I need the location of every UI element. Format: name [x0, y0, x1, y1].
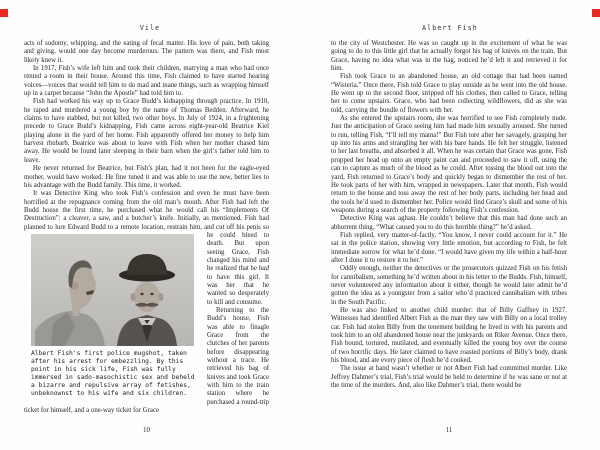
- paragraph: to the city of Westchester. He was so caught up in the excitement of what he was going to do to this little girl that he actually forgot his bag of knives on the train. But Grace, having no idea what was in the bag, noticed he’d left it and retrieved it for him.: [331, 40, 567, 73]
- paragraph-text: It was Detective King who took Fish’s confession and even he must have been horrified at the repugnance coming from the old man’s mouth. After Fish had left the Budd house the first time, he purchased what he would call his “Implements Of Destruction”: a cleaver, a saw, and a butcher’s knife. Initially, as mentioned, Fish had planned to lure Edward Budd to a remote location, restrain him, and: [24, 190, 269, 231]
- paragraph-text: to have this girl. It was her that he wanted so desperately to kill and consume.: [207, 273, 269, 306]
- paragraph: Fish replied, very matter-of-factly, “You know, I never could account for it.” He sat in the police station, showing very little emotion, but according to Fish, he felt immediate sorrow for what he’d done. “I would have given my life within a half-hour after I done it to restore it to her.”: [331, 231, 567, 264]
- page-body-left: [24, 40, 269, 415]
- paragraph: He never returned for Beatrice, but Fish’s plan, had it not been for the eagle-eyed mother, would have worked. He fine tuned it and was able to use the new, better lies to his advantage with the Budd family. This time, it worked.: [24, 165, 269, 189]
- paragraph: As she entered the upstairs room, she was horrified to see Fish completely nude. Just the anticipation of Grace seeing him had made him sexually aroused. She turned to run, telling Fish, “I’ll tell my mama!” But Fish tore after her savagely, grasping her up into his arms and strangling her with his bare hands. He felt her struggle, listened to her last breaths, and absorbed it all. When he was certain that Grace was gone, Fish propped her head up onto an empty paint can and proceeded to saw it off, using the can to capture as much of the blood as he could. After tossing the blood out into the yard, Fish returned to Grace’s body and quickly began to dismember the rest of her. He took parts of her with him, wrapped in newspapers. Later that month, Fish would return to the house and toss away the rest of her body parts, including her head and the tools he’d used to dismember her. Police would find Grace’s skull and some of his weapons during a search of the property following Fish’s confession.: [331, 115, 567, 214]
- running-head-left: Vile: [139, 24, 161, 32]
- paragraph: Returning to the Budd’s house, Fish was able to finagle Grace from the clutches of her parents before disappearing without a trace. He retrieved his bag of knives and took Grace with him to the train station where he purchased a round-trip ticket for himself, and a one-way ticket for Grace: [24, 307, 269, 415]
- paragraph: The issue at hand wasn’t whether or not Albert Fish had committed murder. Like Jeffrey Dahmer’s trial, Fish’s trial would be held to determine if he was sane or not at the time of the murders. And, also like Dahmer’s trial, there would be: [331, 365, 567, 390]
- page-number-left: 10: [143, 426, 150, 434]
- paragraph: In 1917, Fish’s wife left him and took their children, marrying a man who had once rented a room in their house. Around this time, Fish claimed to have started hearing voices—voices that would tell him to do mad and inane things, such as wrapping himself up in a carpet because “John the Apostle” had told him to.: [24, 65, 269, 98]
- italic-word: had: [258, 265, 269, 273]
- paragraph: He was also linked to another child murder: that of Billy Gaffney in 1927. Witnesses had identified Albert Fish as the man they saw with Billy on a local trolley car. Fish had stolen Billy from the tenement building he lived in with his parents and took him to an old abandoned house near the junkyards on Riker Avenue. Once there, Fish bound, tortured, mutilated, and eventually killed the young boy over the course of two horrific days. He later claimed to have roasted portions of Billy’s body, drank his blood, and ate every piece of flesh he’d cooked.: [331, 307, 567, 365]
- paragraph: Fish had worked his way up to Grace Budd’s kidnapping through practice. In 1910, he raped and murdered a young boy by the name of Thomas Bedden. Afterward, he claims to have stabbed, but not killed, two other boys. In July of 1924, in a frightening precede to Grace Budd’s kidnapping, Fish came across eight-year-old Beatrice Kiel playing alone in the yard of her home. Fish apparently offered her money to help him harvest rhubarb. Beatrice was about to leave with Fish when her mother chased him away. He would be found later sleeping in their barn when the girl’s father told him to leave.: [24, 98, 269, 164]
- paragraph-text: cut off his penis so he could bleed to death. But upon seeing Grace, Fish changed his mind and he realized that he: [207, 223, 269, 273]
- photo-caption: Albert Fish's first police mugshot, taken after his arrest for embezzling. By this point in his sick life, Fish was fully immersed in sado-masochistic sex and beheld a bizarre and repulsive array of fetishes, unbeknownst to his wife and six children.: [31, 349, 195, 397]
- paragraph: acts of sodomy, whipping, and the eating of fecal matter. His love of pain, both taking and giving, would one day become murderous. The pattern was there, and Fish most likely knew it.: [24, 40, 269, 64]
- paragraph: Oddly enough, neither the detectives or the prosecutors quizzed Fish on his fetish for cannibalism, something he’d written about in his letter to the Budds. Fish, himself, never volunteered any information about it either, though he would later admit he’d gotten the idea as a youngster from a sailor who’d practiced cannibalism with tribes in the South Pacific.: [331, 265, 567, 306]
- mugshot-figure: [31, 234, 201, 398]
- paragraph: Detective King was aghast. He couldn’t believe that this man had done such an abhorrent thing. “What caused you to do this horrible thing?” he’d asked.: [331, 215, 567, 231]
- mugshot-photo: [31, 234, 194, 346]
- paragraph: Fish took Grace to an abandoned house, an old cottage that had been named “Wisteria.” Once there, Fish told Grace to play outside as he went into the old house. He went up to the second floor, stripped off his clothes, then called to Grace, telling her to come upstairs. Grace, who had been collecting wildflowers, did as she was told, carrying the bundle of flowers with her.: [331, 73, 567, 114]
- page-right: [300, 0, 600, 450]
- running-head-right: Albert Fish: [422, 24, 478, 32]
- page-number-right: 11: [445, 426, 453, 434]
- page-body-right: [331, 40, 567, 390]
